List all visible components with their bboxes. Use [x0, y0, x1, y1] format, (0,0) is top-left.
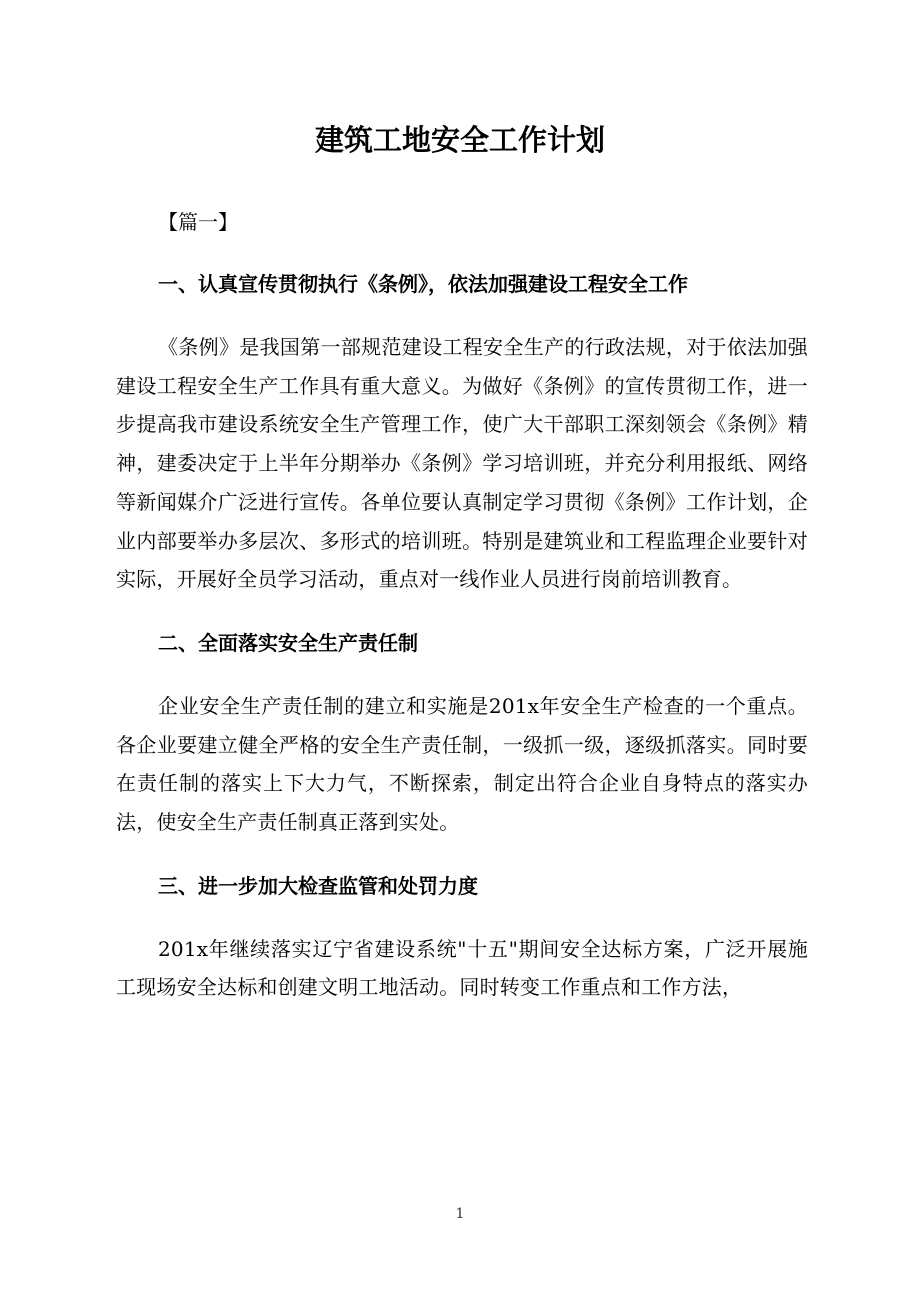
- document-title: 建筑工地安全工作计划: [314, 123, 605, 157]
- section-paragraph-1: 《条例》是我国第一部规范建设工程安全生产的行政法规，对于依法加强建设工程安全生产工作具有重大意义。为做好《条例》的宣传贯彻工作，进一步提高我市建设系统安全生产管理工作，使广大干部职工深刻领会《条例》精神，建委决定于上半年分期举办《条例》学习培训班，并充分利用报纸、网络等新闻媒介广泛进行宣传。各单位要认真制定学习贯彻《条例》工作计划，企业内部要举办多层次、多形式的培训班。特别是建筑业和工程监理企业要针对实际，开展好全员学习活动，重点对一线作业人员进行岗前培训教育。: [116, 335, 808, 592]
- section-heading-2: 二、全面落实安全生产责任制: [158, 630, 418, 655]
- page-number: 1: [455, 1206, 465, 1222]
- document-body: [116, 204, 808, 1033]
- section-heading-3: 三、进一步加大检查监管和处罚力度: [158, 873, 478, 898]
- section-paragraph-3: 201x年继续落实辽宁省建设系统"十五"期间安全达标方案，广泛开展施工现场安全达标和创建文明工地活动。同时转变工作重点和工作方法，: [116, 936, 808, 1000]
- section-heading-1: 一、认真宣传贯彻执行《条例》，依法加强建设工程安全工作: [158, 272, 688, 296]
- section-paragraph-2: 企业安全生产责任制的建立和实施是201x年安全生产检查的一个重点。各企业要建立健全严格的安全生产责任制，一级抓一级，逐级抓落实。同时要在责任制的落实上下大力气，不断探索，制定出符合企业自身特点的落实办法，使安全生产责任制真正落到实处。: [116, 693, 808, 835]
- section-label: 【篇一】: [158, 210, 238, 234]
